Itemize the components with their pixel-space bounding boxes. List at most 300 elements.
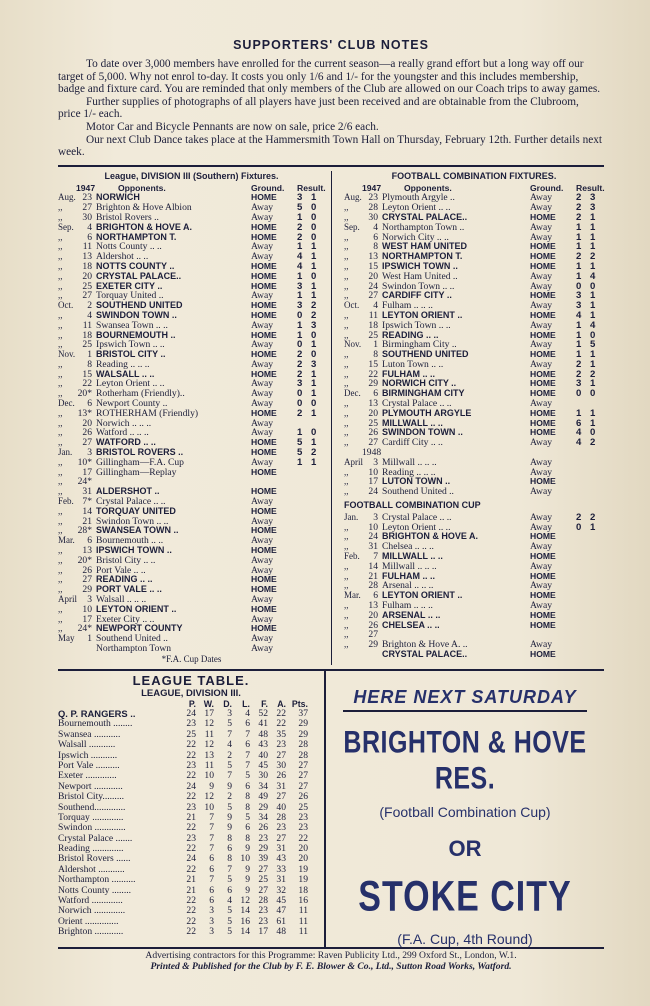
fixture-result: 1 0 — [576, 329, 599, 341]
stat-won: 11 — [204, 759, 214, 771]
fixture-row — [58, 193, 325, 203]
fixture-row — [58, 291, 325, 301]
stat-played: 22 — [186, 770, 196, 782]
header-result: Result. — [576, 182, 605, 193]
fixture-ground: Away — [251, 496, 274, 508]
fixture-month: ,, — [58, 280, 63, 291]
fixture-month: ,, — [344, 570, 349, 581]
stat-points: 11 — [298, 915, 308, 927]
league-table-rows — [58, 709, 324, 938]
stat-won: 6 — [209, 853, 214, 865]
team-name: Torquay ............. — [58, 812, 124, 823]
fixture-opponent: CRYSTAL PALACE.. — [96, 271, 182, 281]
stat-won: 10 — [204, 801, 214, 813]
team-name: Walsall ........... — [58, 740, 116, 751]
header-ground: Ground. — [530, 182, 564, 193]
fixture-month: ,, — [344, 241, 349, 252]
stat-won: 7 — [209, 811, 214, 823]
fixture-month: Feb. — [58, 496, 74, 507]
stat-played: 23 — [186, 801, 196, 813]
fixture-opponent: IPSWICH TOWN .. — [96, 546, 172, 556]
fixture-ground: Away — [251, 398, 274, 410]
fixture-row — [58, 575, 325, 585]
stat-drawn: 9 — [227, 811, 232, 823]
fixture-day: 4 — [87, 309, 92, 321]
stat-goals-against: 22 — [276, 707, 286, 719]
fixture-opponent: Fulham .. .. .. — [382, 601, 433, 611]
fixture-row — [344, 213, 604, 223]
fixture-day: 30 — [82, 211, 92, 223]
fixture-day: 26 — [368, 427, 378, 439]
fixture-ground: Away — [251, 633, 274, 645]
stat-drawn: 3 — [227, 707, 232, 719]
fixture-result: 1 4 — [576, 319, 599, 331]
fixture-row — [344, 630, 604, 640]
fixture-month: ,, — [344, 427, 349, 438]
fixture-ground: Away — [530, 231, 553, 243]
fixture-day: 3 — [87, 594, 92, 606]
fixture-ground: HOME — [530, 368, 556, 379]
fixture-day: 11 — [368, 309, 378, 321]
fixture-day: 8 — [373, 349, 378, 361]
stat-goals-against: 33 — [276, 863, 286, 875]
fixture-result: 1 0 — [297, 211, 320, 223]
fixture-month: ,, — [58, 623, 63, 634]
stat-won: 7 — [209, 832, 214, 844]
fixture-opponent: Brighton & Hove A. .. — [382, 640, 468, 650]
fixture-opponent: FULHAM .. .. — [382, 571, 435, 581]
fixture-row — [344, 389, 604, 399]
fixture-month: ,, — [344, 580, 349, 591]
col-against: A. — [277, 698, 286, 709]
stat-played: 24 — [186, 853, 196, 865]
fixture-ground: Away — [251, 564, 274, 576]
fixture-month: ,, — [344, 466, 349, 477]
fixture-day: 25 — [82, 339, 92, 351]
stat-drawn: 6 — [227, 884, 232, 896]
fixture-result: 1 0 — [297, 427, 320, 439]
fixture-opponent: Cardiff City .. .. — [382, 438, 443, 449]
fixture-day: 4 — [87, 221, 92, 233]
fixture-opponent: NOTTS COUNTY .. — [96, 261, 175, 271]
fixture-row — [344, 301, 604, 311]
fixture-ground: Away — [530, 339, 553, 351]
fixture-day: 1 — [373, 339, 378, 351]
notes-title: SUPPORTERS' CLUB NOTES — [233, 38, 429, 52]
fixture-day: 13 — [368, 600, 378, 612]
stat-goals-for: 40 — [258, 749, 268, 761]
fixture-day: 27 — [82, 574, 92, 586]
stat-points: 28 — [298, 749, 308, 761]
fixture-ground: HOME — [251, 368, 277, 379]
fixture-day: 26 — [368, 619, 378, 631]
advert-team-one: BRIGHTON & HOVE RES. — [343, 724, 587, 796]
fixture-row — [344, 379, 604, 389]
fixture-day: 28 — [368, 202, 378, 214]
fixture-ground: HOME — [530, 388, 556, 399]
fixture-day: 29 — [368, 639, 378, 651]
fixture-month: Dec. — [58, 398, 75, 409]
stat-played: 22 — [186, 749, 196, 761]
fixture-opponent: Crystal Palace .. .. — [382, 399, 452, 409]
fixture-ground: HOME — [530, 290, 556, 301]
stat-lost: 6 — [245, 780, 250, 792]
fixture-result — [576, 552, 604, 562]
stat-goals-for: 48 — [258, 728, 268, 740]
stat-won: 3 — [209, 905, 214, 917]
fixture-day: 29 — [368, 378, 378, 390]
fixture-month: ,, — [344, 349, 349, 360]
fixture-opponent: Norwich City .. .. — [382, 232, 449, 243]
fixture-month: ,, — [58, 329, 63, 340]
fixture-opponent: Birmingham City .. — [382, 340, 457, 351]
fixture-row — [58, 340, 325, 350]
fixture-row — [58, 203, 325, 213]
printer-footer — [58, 947, 604, 972]
league-fixture-list — [58, 193, 325, 653]
fixture-day: 27 — [368, 290, 378, 302]
fixture-day: 3 — [373, 511, 378, 523]
fixture-ground: Away — [530, 280, 553, 292]
fixture-ground: Away — [530, 466, 553, 478]
fixture-day — [362, 650, 382, 660]
fixture-opponent: Northampton Town .. — [382, 222, 465, 233]
fixture-opponent: Chelsea .. .. .. — [382, 542, 434, 553]
fixture-row — [344, 523, 604, 533]
fixture-ground: Away — [251, 211, 274, 223]
stat-goals-against: 26 — [276, 770, 286, 782]
fixture-day: 1 — [87, 349, 92, 361]
fixture-day: 6 — [373, 590, 378, 602]
fixture-row — [344, 611, 604, 621]
fixture-day: 31 — [368, 541, 378, 553]
stat-goals-against: 35 — [276, 728, 286, 740]
fixture-row — [58, 399, 325, 409]
stat-won: 6 — [209, 884, 214, 896]
fixture-ground: HOME — [251, 407, 277, 418]
fixture-ground: HOME — [251, 505, 277, 516]
fixture-row — [58, 517, 325, 527]
fixture-result: 0 1 — [297, 339, 320, 351]
fixture-day: 14 — [82, 505, 92, 517]
col-lost: L. — [242, 698, 250, 709]
fixture-ground: Away — [530, 541, 553, 553]
stat-won: 13 — [204, 749, 214, 761]
fixture-ground: Away — [251, 378, 274, 390]
fixture-ground: HOME — [251, 603, 277, 614]
notes-paragraph: To date over 3,000 members have enrolled for the current season—a really grand effort but a long way off our target of 5,000. Why not enrol to-day. It costs you only 1/6 and 1/- for the youngster and this includes membership, badge and fixture card. You are reminded that only members of the Club are allowed on our Coach trips to away games. — [58, 58, 601, 96]
fixture-row — [344, 350, 604, 360]
fixture-result: 1 0 — [297, 270, 320, 282]
fixture-result — [297, 575, 325, 585]
fixture-row — [344, 448, 604, 458]
stat-goals-for: 27 — [258, 863, 268, 875]
stat-drawn: 5 — [227, 915, 232, 927]
fixture-month: ,, — [344, 600, 349, 611]
stat-lost: 16 — [240, 915, 250, 927]
fixture-result: 2 1 — [576, 211, 599, 223]
team-name: Bournemouth ........ — [58, 719, 133, 730]
fixture-month: ,, — [344, 629, 349, 640]
fixture-day — [76, 644, 96, 654]
fixture-opponent: Plymouth Argyle .. — [382, 193, 455, 204]
fixture-month — [58, 644, 76, 654]
fixture-result — [297, 624, 325, 634]
stat-goals-against: 31 — [276, 843, 286, 855]
fixture-row — [58, 213, 325, 223]
fixture-row — [344, 513, 604, 523]
fixture-month: April — [58, 594, 77, 605]
stat-goals-for: 29 — [258, 843, 268, 855]
fixture-result: 1 1 — [576, 221, 599, 233]
fixture-day: 17 — [368, 476, 378, 488]
fa-cup-footnote: *F.A. Cup Dates — [161, 653, 222, 664]
fixture-row — [58, 468, 325, 478]
advert-competition-two: (F.A. Cup, 4th Round) — [397, 930, 533, 947]
fixture-result: 0 1 — [576, 521, 599, 533]
fixture-opponent: CHELSEA .. .. — [382, 620, 440, 630]
fixture-day: 21 — [368, 570, 378, 582]
stat-goals-for: 27 — [258, 884, 268, 896]
team-name: Q. P. RANGERS .. — [58, 708, 136, 719]
stat-goals-for: 26 — [258, 822, 268, 834]
fixture-ground: Away — [530, 437, 553, 449]
fixture-day: 20* — [77, 554, 92, 566]
fixture-day: 18 — [368, 319, 378, 331]
fixture-result: 1 1 — [576, 231, 599, 243]
stat-lost: 8 — [245, 832, 250, 844]
team-name: Ipswich ........... — [58, 750, 118, 761]
fixture-result — [297, 634, 325, 644]
fixture-ground: HOME — [251, 309, 277, 320]
stat-played: 22 — [186, 791, 196, 803]
fixture-row — [58, 428, 325, 438]
fixture-day: 20 — [368, 407, 378, 419]
team-name: Southend............. — [58, 802, 126, 813]
advert-competition-one: (Football Combination Cup) — [379, 803, 551, 820]
stat-points: 23 — [298, 811, 308, 823]
fixture-day: 6 — [373, 231, 378, 243]
fixture-ground: HOME — [530, 260, 556, 271]
stat-lost: 6 — [245, 718, 250, 730]
fixture-month: Sep. — [58, 221, 74, 232]
fixture-ground: Away — [251, 456, 274, 468]
fixture-day: 27 — [82, 437, 92, 449]
fixture-ground: Away — [251, 594, 274, 606]
fixture-result: 1 1 — [576, 260, 599, 272]
stat-points: 20 — [298, 843, 308, 855]
stat-goals-against: 40 — [276, 801, 286, 813]
fixture-month: ,, — [58, 603, 63, 614]
fixture-day: 10 — [82, 603, 92, 615]
fixture-opponent: BRISTOL ROVERS .. — [96, 448, 184, 458]
fixture-result: 0 0 — [297, 398, 320, 410]
fixture-result: 1 1 — [297, 456, 320, 468]
fixture-ground: Away — [530, 521, 553, 533]
stat-goals-against: 23 — [276, 739, 286, 751]
fixture-opponent: MILLWALL .. .. — [382, 418, 443, 428]
fixture-ground: HOME — [530, 619, 556, 630]
fixture-ground: Away — [530, 202, 553, 214]
stat-goals-for: 29 — [258, 801, 268, 813]
fixture-month: ,, — [58, 358, 63, 369]
fixture-month: ,, — [344, 521, 349, 532]
fixture-row — [344, 252, 604, 262]
stat-won: 7 — [209, 822, 214, 834]
stat-won: 10 — [204, 770, 214, 782]
stat-points: 20 — [298, 853, 308, 865]
stat-points: 28 — [298, 739, 308, 751]
stat-drawn: 6 — [227, 843, 232, 855]
fixture-month: ,, — [344, 609, 349, 620]
fixture-day: 6 — [373, 388, 378, 400]
fixture-row — [58, 272, 325, 282]
fixture-month: ,, — [344, 280, 349, 291]
fixture-month: May — [58, 633, 75, 644]
fixture-ground: Away — [251, 319, 274, 331]
fixture-result: 2 2 — [576, 368, 599, 380]
fixture-result: 3 2 — [297, 300, 320, 312]
fixture-result: 4 1 — [297, 251, 320, 263]
stat-goals-against: 27 — [276, 832, 286, 844]
stat-lost: 9 — [245, 843, 250, 855]
fixture-day: 7 — [373, 551, 378, 563]
stat-played: 22 — [186, 822, 196, 834]
fixture-opponent: LEYTON ORIENT .. — [382, 591, 463, 601]
fixture-month: Aug. — [58, 192, 76, 203]
stat-goals-for: 39 — [258, 853, 268, 865]
stat-won: 9 — [209, 780, 214, 792]
fixture-day: 14 — [368, 560, 378, 572]
fixture-ground: Away — [251, 515, 274, 527]
fixture-row — [58, 233, 325, 243]
fixture-result — [576, 591, 604, 601]
fixture-row — [58, 350, 325, 360]
stat-goals-for: 45 — [258, 759, 268, 771]
fixture-month: Oct. — [58, 300, 74, 311]
fixture-day: 3 — [373, 456, 378, 468]
fixture-month: ,, — [344, 417, 349, 428]
fixture-month: ,, — [58, 241, 63, 252]
fixture-month: ,, — [58, 231, 63, 242]
stat-goals-against: 48 — [276, 926, 286, 938]
fixture-ground: Away — [530, 639, 553, 651]
team-name: Bristol City......... — [58, 792, 125, 803]
fixture-day: 10 — [368, 521, 378, 533]
fixture-ground: HOME — [530, 649, 556, 659]
fixture-month: ,, — [58, 515, 63, 526]
stat-won: 12 — [204, 791, 214, 803]
fixture-opponent: Watford .. .. .. — [96, 428, 149, 439]
stat-lost: 9 — [245, 863, 250, 875]
fixture-row — [344, 468, 604, 478]
team-name: Swindon ............. — [58, 823, 126, 834]
fixture-opponent: Reading .. .. .. — [382, 467, 436, 478]
fixture-opponent: Bournemouth .. .. — [96, 536, 164, 547]
fixture-row — [344, 621, 604, 631]
fixture-ground: Away — [530, 221, 553, 233]
fixture-ground: HOME — [530, 609, 556, 620]
fixture-row — [344, 311, 604, 321]
fixture-opponent: Bristol City .. .. — [96, 555, 156, 566]
fixture-opponent: CRYSTAL PALACE.. — [382, 212, 468, 222]
fixture-result — [297, 546, 325, 556]
fixture-month: ,, — [58, 456, 63, 467]
fixture-opponent: Exeter City .. .. — [96, 614, 155, 625]
fixture-row — [344, 458, 604, 468]
stat-points: 26 — [298, 791, 308, 803]
fixture-opponent: Arsenal .. .. .. — [382, 581, 434, 592]
fixture-ground: HOME — [530, 329, 556, 340]
fixture-day: 26 — [82, 427, 92, 439]
fixture-ground: HOME — [251, 231, 277, 242]
fixture-day: 29 — [82, 584, 92, 596]
fixture-day: 27 — [368, 629, 378, 641]
fixture-ground: Away — [530, 300, 553, 312]
fixture-ground: HOME — [530, 251, 556, 262]
fixture-month: ,, — [58, 486, 63, 497]
fixture-opponent — [382, 630, 530, 640]
fixture-ground: Away — [251, 554, 274, 566]
col-drawn: D. — [223, 698, 232, 709]
fixture-result: 3 1 — [576, 290, 599, 302]
fixture-opponent: SWINDON TOWN .. — [96, 310, 177, 320]
fixture-day: 25 — [368, 417, 378, 429]
fixture-day: 3 — [87, 447, 92, 459]
fixture-row — [344, 223, 604, 233]
fixture-result: 2 3 — [576, 192, 599, 204]
fixture-row — [58, 566, 325, 576]
fixture-day: 4 — [373, 300, 378, 312]
combination-cup-title: FOOTBALL COMBINATION CUP — [344, 500, 481, 511]
fixture-row — [58, 252, 325, 262]
fixture-ground: Away — [530, 270, 553, 282]
fixture-opponent: TORQUAY UNITED — [96, 506, 176, 516]
fixture-month: ,, — [344, 398, 349, 409]
stat-goals-for: 28 — [258, 895, 268, 907]
stat-goals-against: 43 — [276, 853, 286, 865]
fixture-result — [576, 611, 604, 621]
fixture-month: ,, — [58, 211, 63, 222]
fixture-ground: HOME — [530, 590, 556, 601]
fixture-month: ,, — [58, 545, 63, 556]
fixture-result: 3 1 — [576, 378, 599, 390]
fixture-result: 0 2 — [297, 309, 320, 321]
stat-goals-against: 30 — [276, 759, 286, 771]
fixture-month: ,, — [344, 309, 349, 320]
fixture-day: 13 — [82, 251, 92, 263]
fixture-day: 23 — [82, 192, 92, 204]
fixture-opponent: ARSENAL .. .. — [382, 610, 441, 620]
fixture-day: 13 — [368, 398, 378, 410]
fixture-opponent: SWANSEA TOWN .. — [96, 526, 179, 536]
fixture-month: ,, — [344, 378, 349, 389]
fixture-ground: HOME — [530, 531, 556, 542]
fixture-row — [344, 233, 604, 243]
fixture-row — [58, 526, 325, 536]
fixture-result: 2 0 — [297, 349, 320, 361]
fixture-ground: HOME — [251, 525, 277, 536]
fixture-day: 15 — [82, 368, 92, 380]
league-table-row — [58, 927, 324, 937]
fixture-ground: HOME — [530, 309, 556, 320]
fixture-result — [297, 605, 325, 615]
fixture-row — [344, 487, 604, 497]
fixture-row — [344, 360, 604, 370]
stat-lost: 12 — [240, 895, 250, 907]
stat-drawn: 5 — [227, 759, 232, 771]
fixture-opponent: NORWICH CITY .. — [382, 379, 457, 389]
